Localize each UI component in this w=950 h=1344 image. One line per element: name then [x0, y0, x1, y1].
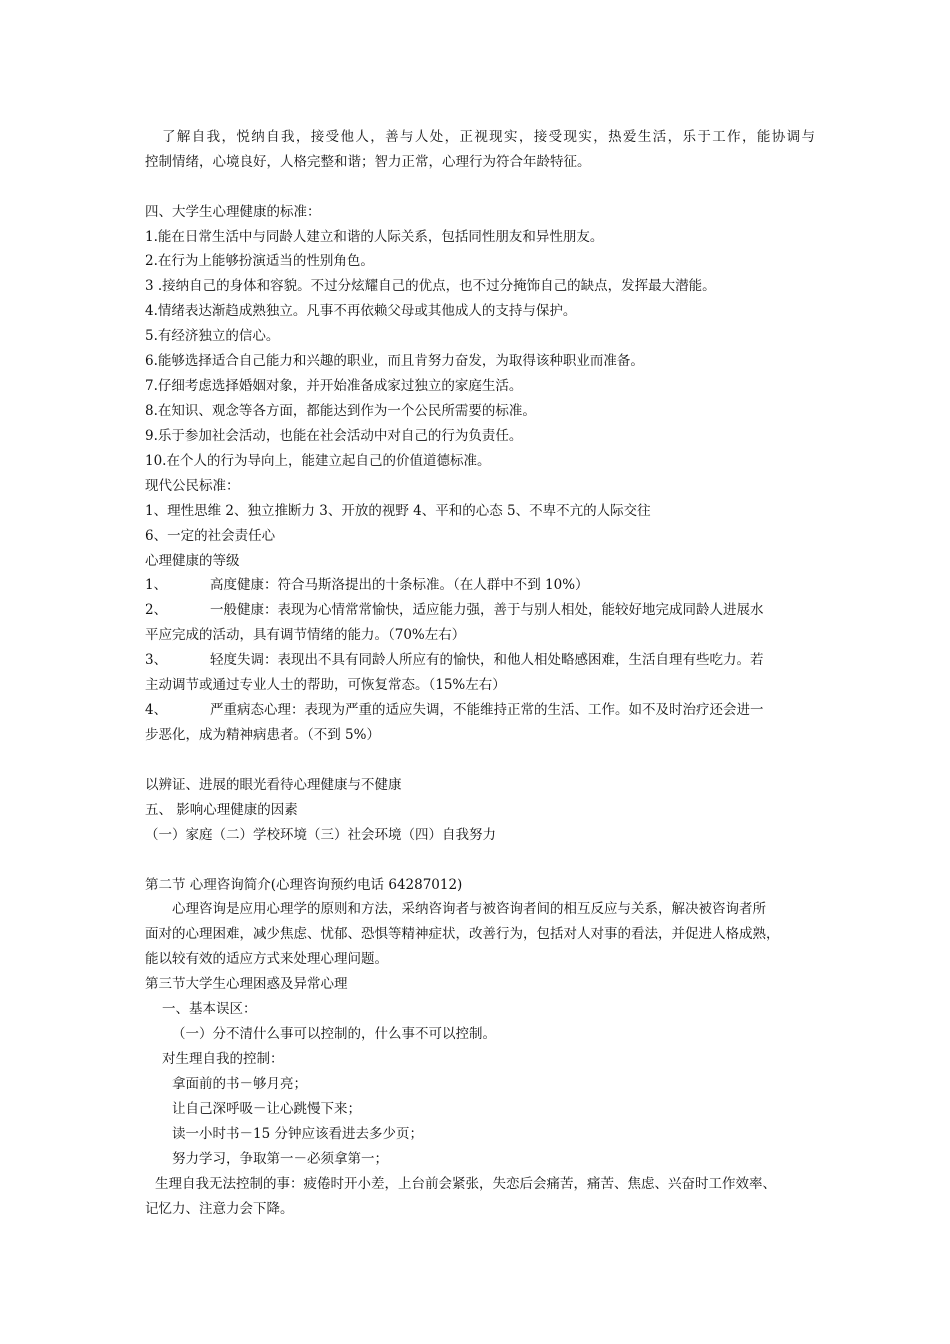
list-item: 6、一定的社会责任心: [145, 528, 276, 544]
list-item: 7.仔细考虑选择婚姻对象，并开始准备成家过独立的家庭生活。: [145, 378, 523, 394]
list-item: 10.在个人的行为导向上，能建立起自己的价值道德标准。: [145, 453, 491, 469]
list-item: 努力学习，争取第一－必须拿第一；: [172, 1151, 388, 1167]
paragraph-line: 生理自我无法控制的事：疲倦时开小差，上台前会紧张，失恋后会痛苦，痛苦、焦虑、兴奋时工作效率、: [155, 1176, 776, 1192]
paragraph-line: 对生理自我的控制：: [162, 1051, 284, 1067]
paragraph-line: 面对的心理困难，减少焦虑、忧郁、恐惧等精神症状，改善行为，包括对人对事的看法，并促进人格成熟，: [145, 926, 780, 942]
list-item: 2.在行为上能够扮演适当的性别角色。: [145, 253, 374, 269]
section-heading: 四、大学生心理健康的标准：: [145, 204, 321, 220]
section-heading: 第三节大学生心理困惑及异常心理: [145, 976, 348, 992]
list-item: 6.能够选择适合自己能力和兴趣的职业，而且肯努力奋发，为取得该种职业而准备。: [145, 353, 644, 369]
list-item: 1、理性思维 2、独立推断力 3、开放的视野 4、平和的心态 5、不卑不亢的人际交往: [145, 503, 651, 519]
list-item: 让自己深呼吸－让心跳慢下来；: [172, 1101, 361, 1117]
section-heading: 第二节 心理咨询简介(心理咨询预约电话 64287012): [145, 877, 463, 893]
list-item: 拿面前的书－够月亮；: [172, 1076, 307, 1092]
list-item: 3、 轻度失调：表现出不具有同龄人所应有的愉快，和他人相处略感困难，生活自理有些吃力。若: [145, 652, 764, 668]
paragraph-line: 以辨证、进展的眼光看待心理健康与不健康: [145, 777, 402, 793]
list-item: 9.乐于参加社会活动，也能在社会活动中对自己的行为负责任。: [145, 428, 523, 444]
paragraph-line: 了解自我，悦纳自我，接受他人，善与人处，正视现实，接受现实，热爱生活，乐于工作，能协调与: [162, 129, 815, 145]
list-item: 读一小时书－15 分钟应该看进去多少页；: [172, 1126, 423, 1142]
subheading: 心理健康的等级: [145, 553, 240, 569]
list-item: 5.有经济独立的信心。: [145, 328, 280, 344]
section-heading: 五、 影响心理健康的因素: [145, 802, 298, 818]
paragraph-line: （一）家庭（二）学校环境（三）社会环境（四）自我努力: [145, 827, 496, 843]
paragraph-line: 平应完成的活动，具有调节情绪的能力。（70%左右）: [145, 627, 466, 643]
paragraph-line: （一）分不清什么事可以控制的，什么事不可以控制。: [172, 1026, 496, 1042]
paragraph-line: 心理咨询是应用心理学的原则和方法，采纳咨询者与被咨询者间的相互反应与关系，解决被咨询者所: [172, 901, 766, 917]
paragraph-line: 能以较有效的适应方式来处理心理问题。: [145, 951, 388, 967]
list-item: 1.能在日常生活中与同龄人建立和谐的人际关系，包括同性朋友和异性朋友。: [145, 229, 604, 245]
subheading: 一、基本误区：: [162, 1001, 257, 1017]
list-item: 8.在知识、观念等各方面，都能达到作为一个公民所需要的标准。: [145, 403, 536, 419]
paragraph-line: 步恶化，成为精神病患者。（不到 5%）: [145, 727, 380, 743]
paragraph-line: 记忆力、注意力会下降。: [145, 1201, 294, 1217]
list-item: 4、 严重病态心理：表现为严重的适应失调，不能维持正常的生活、工作。如不及时治疗还会进一: [145, 702, 764, 718]
list-item: 2、 一般健康：表现为心情常常愉快，适应能力强，善于与别人相处，能较好地完成同龄人进展水: [145, 602, 764, 618]
subheading: 现代公民标准：: [145, 478, 240, 494]
list-item: 4.情绪表达渐趋成熟独立。凡事不再依赖父母或其他成人的支持与保护。: [145, 303, 577, 319]
paragraph-line: 主动调节或通过专业人士的帮助，可恢复常态。（15%左右）: [145, 677, 506, 693]
list-item: 3 .接纳自己的身体和容貌。不过分炫耀自己的优点，也不过分掩饰自己的缺点，发挥最大潜能。: [145, 278, 716, 294]
paragraph-line: 控制情绪，心境良好，人格完整和谐；智力正常，心理行为符合年龄特征。: [145, 154, 591, 170]
list-item: 1、 高度健康：符合马斯洛提出的十条标准。（在人群中不到 10%）: [145, 577, 589, 593]
